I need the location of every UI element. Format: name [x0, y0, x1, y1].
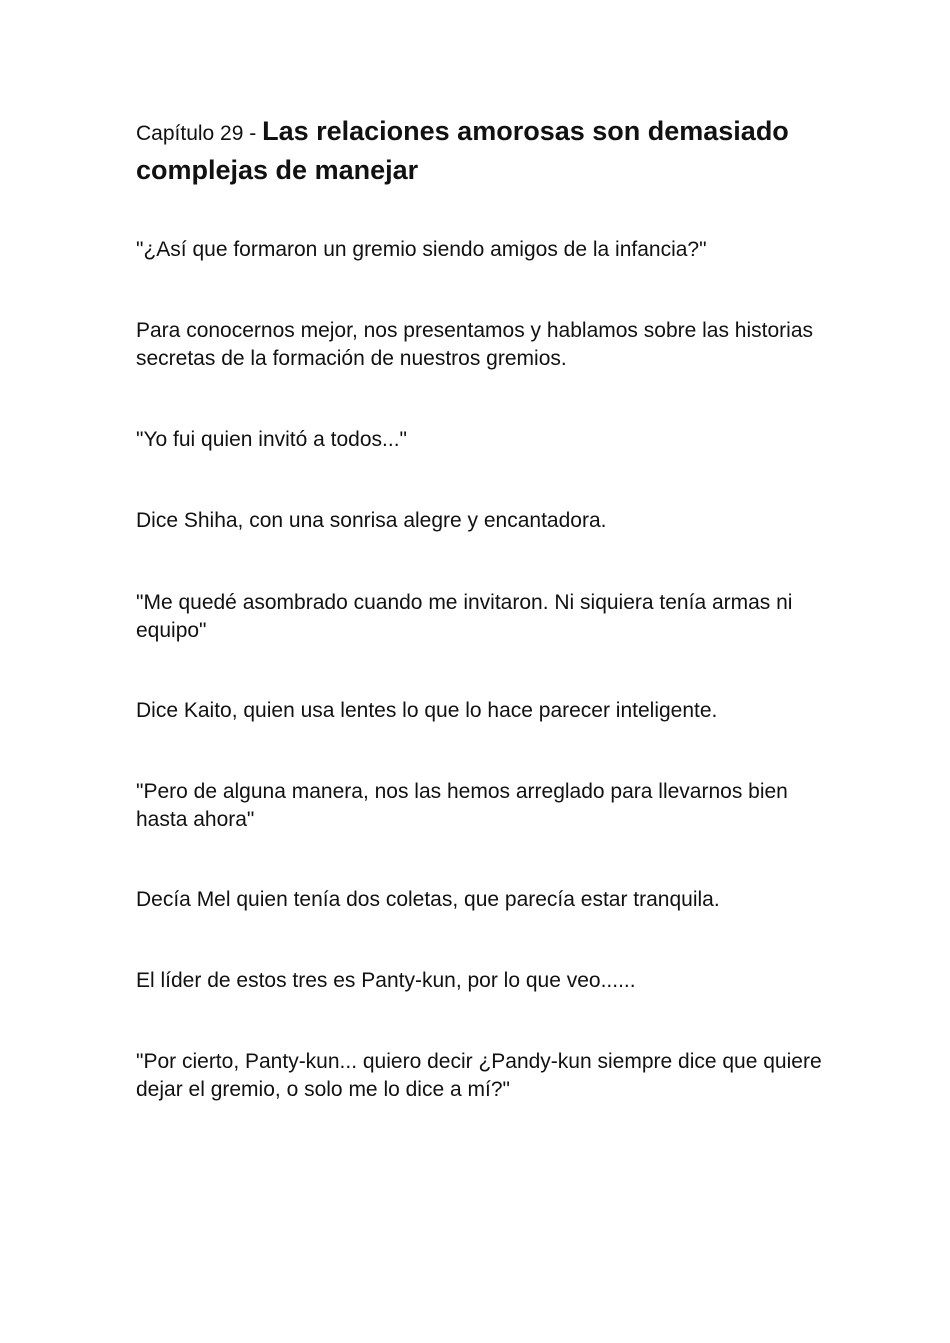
- paragraph-1: "¿Así que formaron un gremio siendo amigos de la infancia?": [136, 238, 707, 261]
- chapter-number: Capítulo 29 -: [136, 122, 263, 145]
- paragraph-10: "Por cierto, Panty-kun... quiero decir ¿Pandy-kun siempre dice que quiere dejar el gremio, o solo me lo dice a mí?": [136, 1050, 822, 1101]
- paragraph-7: "Pero de alguna manera, nos las hemos arreglado para llevarnos bien hasta ahora": [136, 780, 788, 831]
- paragraph-3: "Yo fui quien invitó a todos...": [136, 428, 407, 451]
- chapter-heading-block: [136, 112, 826, 188]
- paragraph-8: Decía Mel quien tenía dos coletas, que parecía estar tranquila.: [136, 888, 720, 911]
- paragraph-2: Para conocernos mejor, nos presentamos y hablamos sobre las historias secretas de la formación de nuestros gremios.: [136, 319, 814, 370]
- chapter-title: [136, 112, 826, 188]
- paragraph-5: "Me quedé asombrado cuando me invitaron. Ni siquiera tenía armas ni equipo": [136, 591, 793, 642]
- paragraph-9: El líder de estos tres es Panty-kun, por lo que veo......: [136, 969, 636, 992]
- paragraph-4: Dice Shiha, con una sonrisa alegre y encantadora.: [136, 509, 607, 532]
- paragraph-6: Dice Kaito, quien usa lentes lo que lo hace parecer inteligente.: [136, 699, 718, 722]
- chapter-title-text: Las relaciones amorosas son demasiado complejas de manejar: [136, 116, 789, 185]
